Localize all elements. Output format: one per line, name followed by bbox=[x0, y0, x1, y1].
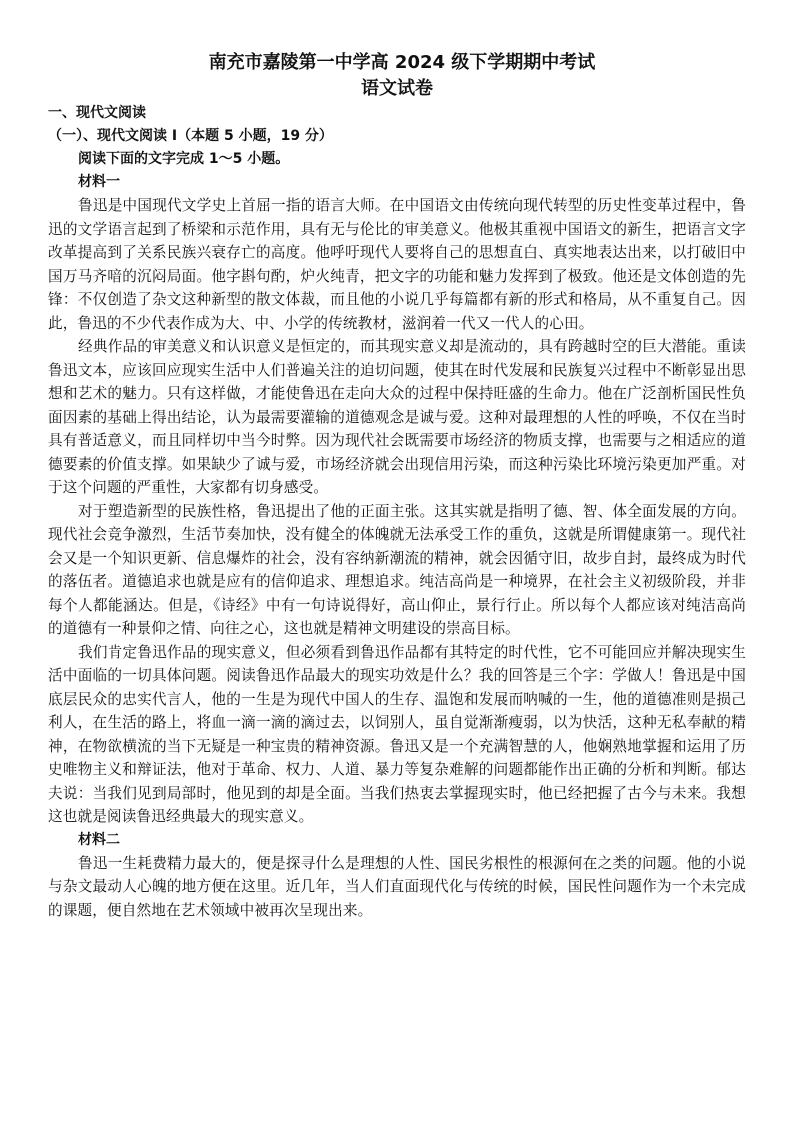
material-1-paragraph-4: 我们肯定鲁迅作品的现实意义，但必须看到鲁迅作品都有其特定的时代性，它不可能回应并解决现实生活中面临的一切具体问题。阅读鲁迅作品最大的现实功效是什么？我的回答是三个字：学做人！鲁迅是中国底层民众的忠实代言人，他的一生是为现代中国人的生存、温饱和发展而呐喊的一生，他的道德准则是损己利人，在生活的路上，将血一滴一滴的滴过去，以饲别人，虽自觉渐渐瘦弱，以为快活，这种无私奉献的精神，在物欲横流的当下无疑是一种宝贵的精神资源。鲁迅又是一个充满智慧的人，他娴熟地掌握和运用了历史唯物主义和辩证法，他对于革命、权力、人道、暴力等复杂难解的问题都能作出正确的分析和判断。郁达夫说：当我们见到局部时，他见到的却是全面。当我们热衷去掌握现实时，他已经把握了古今与未来。我想这也就是阅读鲁迅经典最大的现实意义。 bbox=[48, 643, 746, 825]
material-1-label: 材料一 bbox=[78, 174, 120, 190]
material-1-paragraph-1: 鲁迅是中国现代文学史上首屈一指的语言大师。在中国语文由传统向现代转型的历史性变革过程中，鲁迅的文学语言起到了桥梁和示范作用，具有无与伦比的审美意义。他极其重视中国语文的新生，把语言文字改革提高到了关系民族兴衰存亡的高度。他呼吁现代人要将自己的思想直白、真实地表达出来，以打破旧中国万马齐喑的沉闷局面。他字斟句酌，炉火纯青，把文字的功能和魅力发挥到了极致。他还是文体创造的先锋：不仅创造了杂文这种新型的散文体裁，而且他的小说几乎每篇都有新的形式和格局，从不重复自己。因此，鲁迅的不少代表作成为大、中、小学的传统教材，滋润着一代又一代人的心田。 bbox=[48, 197, 746, 332]
material-1-paragraph-2: 经典作品的审美意义和认识意义是恒定的，而其现实意义却是流动的，具有跨越时空的巨大潜能。重读鲁迅文本，应该回应现实生活中人们普遍关注的迫切问题，使其在时代发展和民族复兴过程中不断彰显出思想和艺术的魅力。只有这样做，才能使鲁迅在走向大众的过程中保持旺盛的生命力。他在广泛剖析国民性负面因素的基础上得出结论，认为最需要灌输的道德观念是诚与爱。这种对最理想的人性的呼唤，不仅在当时具有普适意义，而且同样切中当今时弊。因为现代社会既需要市场经济的物质支撑，也需要与之相适应的道德要素的价值支撑。如果缺少了诚与爱，市场经济就会出现信用污染，而这种污染比环境污染更加严重。对于这个问题的严重性，大家都有切身感受。 bbox=[48, 338, 746, 496]
section-subheading-reading-1: （一）、现代文阅读 I（本题 5 小题，19 分） bbox=[48, 128, 333, 144]
material-2-paragraph-1: 鲁迅一生耗费精力最大的，便是探寻什么是理想的人性、国民劣根性的根源何在之类的问题。他的小说与杂文最动人心魄的地方便在这里。近几年，当人们直面现代化与传统的时候，国民性问题作为一个未完成的课题，便自然地在艺术领域中被再次呈现出来。 bbox=[48, 854, 746, 919]
exam-subtitle: 语文试卷 bbox=[361, 78, 433, 99]
material-2-label: 材料二 bbox=[78, 831, 120, 848]
exam-title: 南充市嘉陵第一中学高 2024 级下学期期中考试 bbox=[208, 52, 596, 73]
reading-instruction: 阅读下面的文字完成 1～5 小题。 bbox=[78, 151, 290, 167]
material-1-paragraph-3: 对于塑造新型的民族性格，鲁迅提出了他的正面主张。这其实就是指明了德、智、体全面发展的方向。现代社会竞争激烈，生活节奏加快，没有健全的体魄就无法承受工作的重负，这就是所谓健康第一。现代社会又是一个知识更新、信息爆炸的社会，没有容纳新潮流的精神，就会因循守旧，故步自封，最终成为时代的落伍者。道德追求也就是应有的信仰追求、理想追求。纯洁高尚是一种境界，在社会主义初级阶段，并非每个人都能涵达。但是，《诗经》中有一句诗说得好，高山仰止，景行行止。所以每个人都应该对纯洁高尚的道德有一种景仰之情、向往之心，这也就是精神文明建设的崇高目标。 bbox=[48, 502, 746, 637]
section-heading-part1: 一、现代文阅读 bbox=[48, 105, 146, 121]
